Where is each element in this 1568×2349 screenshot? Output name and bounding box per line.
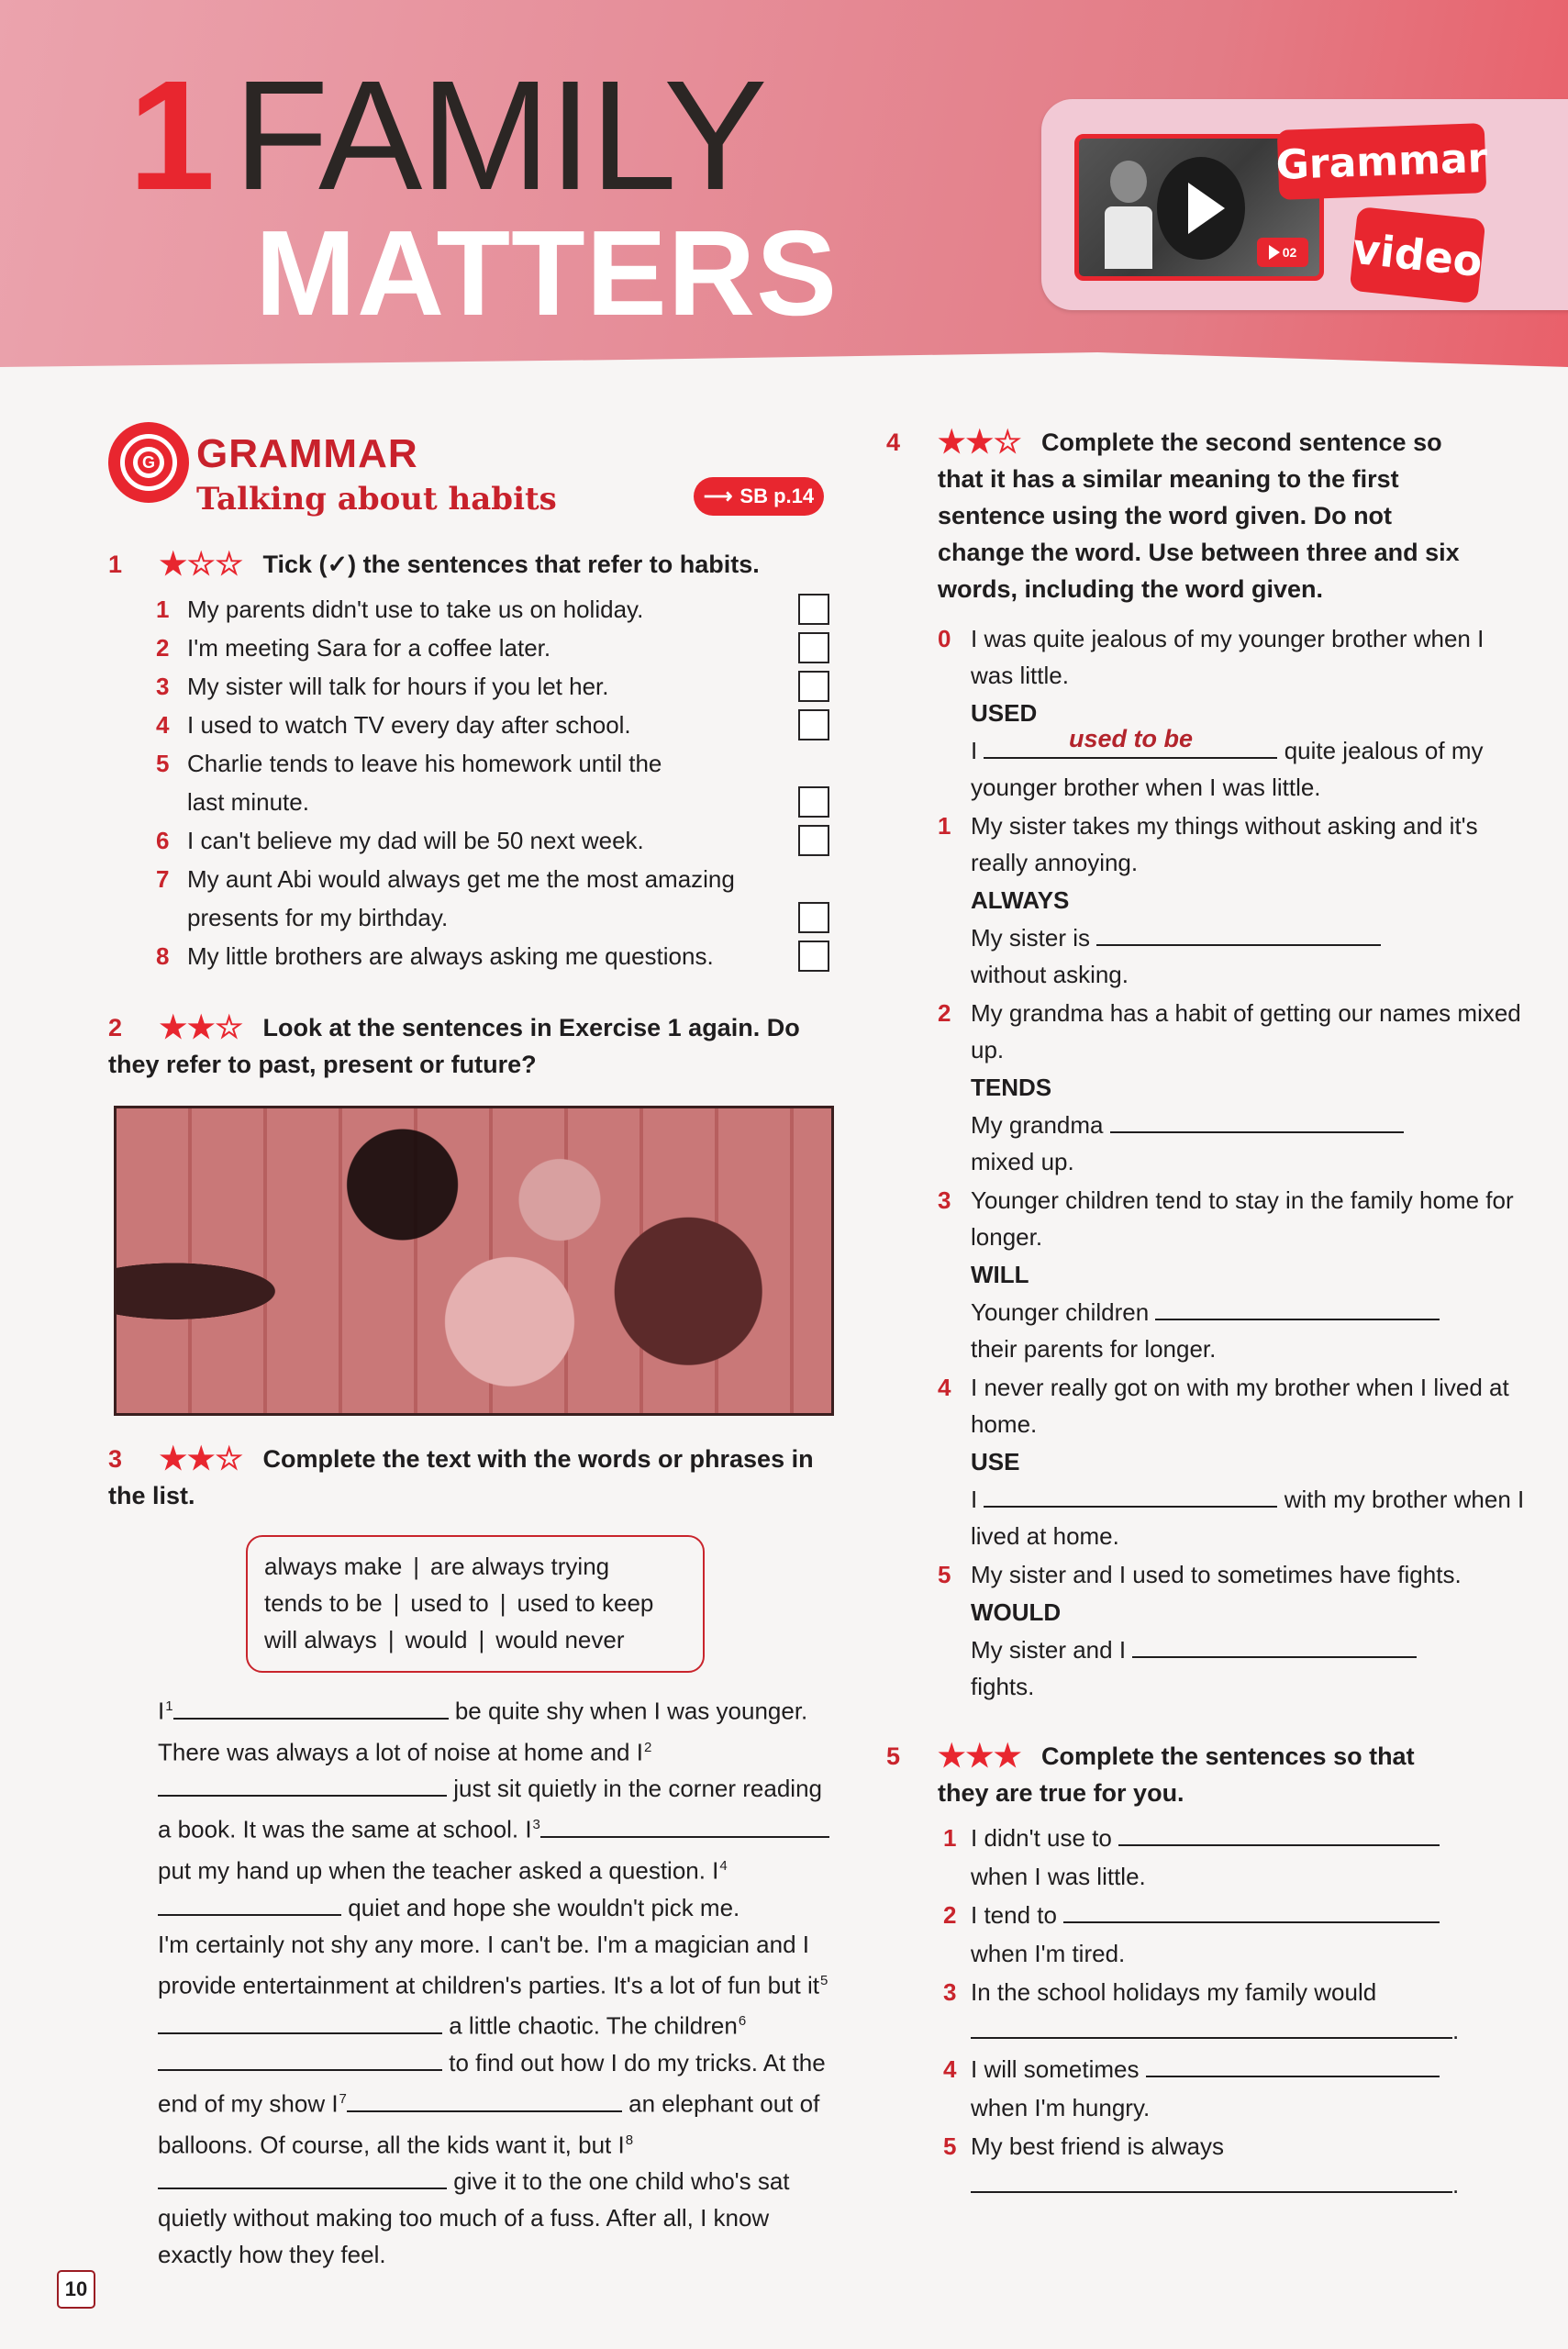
section-title: GRAMMAR	[196, 431, 418, 476]
answer-blank-8[interactable]	[158, 2164, 447, 2189]
keyword: WILL	[971, 1261, 1029, 1288]
unit-number: 1	[128, 49, 216, 223]
answer-blank-3[interactable]	[540, 1812, 829, 1838]
star-filled-icon: ★	[993, 1739, 1022, 1774]
transformation-item: 3 Younger children tend to stay in the family home for longer. WILL Younger children their parents for longer.	[886, 1182, 1529, 1367]
tick-checkbox[interactable]	[798, 941, 829, 972]
answer-blank[interactable]	[1110, 1108, 1404, 1133]
answer-blank[interactable]	[984, 725, 1277, 759]
video-number-badge: 02	[1257, 238, 1308, 267]
unit-title-line1: FAMILY	[233, 49, 766, 223]
list-item: 2 I'm meeting Sara for a coffee later.	[108, 629, 842, 667]
star-empty-icon: ☆	[993, 425, 1022, 460]
keyword: ALWAYS	[971, 886, 1070, 914]
tick-checkbox[interactable]	[798, 902, 829, 933]
exercise-5-header: 5 ★ ★ ★ Complete the sentences so that they are true for you.	[886, 1739, 1415, 1807]
exercise-instruction: Look at the sentences in Exercise 1 again. Do they refer to past, present or future?	[108, 1014, 800, 1078]
grammar-video-card[interactable]	[1041, 99, 1568, 310]
tick-checkbox[interactable]	[798, 709, 829, 740]
answer-blank[interactable]	[971, 2167, 1452, 2193]
list-item: 1 My parents didn't use to take us on holiday.	[108, 590, 842, 629]
list-item: 8 My little brothers are always asking me questions.	[108, 937, 842, 975]
list-item: 7 My aunt Abi would always get me the most amazing presents for my birthday.	[108, 860, 842, 937]
arrow-right-icon: ⟶	[703, 484, 733, 507]
answer-blank[interactable]	[1146, 2052, 1440, 2077]
right-column	[886, 424, 1529, 2204]
exercise-1	[108, 546, 842, 975]
star-empty-icon: ☆	[215, 1442, 243, 1476]
exercise-number: 1	[108, 551, 123, 578]
difficulty-stars	[938, 1741, 1021, 1772]
star-filled-icon: ★	[965, 1739, 994, 1774]
answer-blank[interactable]	[1096, 920, 1381, 946]
unit-title	[128, 49, 839, 340]
keyword: TENDS	[971, 1074, 1052, 1101]
exercise-instruction: Complete the second sentence so that it has a similar meaning to the first sentence using the word given. Do not change the word. Use between three and six words, including the word given.	[938, 429, 1460, 603]
video-label-grammar: Grammar	[1277, 123, 1487, 200]
answer-blank[interactable]	[1132, 1632, 1417, 1658]
exercise-4-header: 4 ★ ★ ☆ Complete the second sentence so that it has a similar meaning to the first sentence using the word given. Do not change the word. Use between three and six words, including the word given.	[886, 425, 1460, 603]
exercise-instruction: Tick (✓) the sentences that refer to habits.	[262, 551, 760, 578]
star-filled-icon: ★	[187, 1010, 216, 1045]
difficulty-stars	[160, 1012, 243, 1043]
exercise-instruction: Complete the text with the words or phrases in the list.	[108, 1445, 814, 1509]
transformation-item: 1 My sister takes my things without asking and it's really annoying. ALWAYS My sister is without asking.	[886, 807, 1529, 993]
exercise-instruction: Complete the sentences so that they are true for you.	[938, 1742, 1415, 1807]
answer-blank-6[interactable]	[158, 2045, 442, 2071]
list-item: 5 Charlie tends to leave his homework until the last minute.	[108, 744, 842, 821]
cartoon-person-icon	[1105, 161, 1152, 271]
keyword: WOULD	[971, 1598, 1062, 1626]
example-answer: used to be	[1068, 725, 1193, 752]
star-empty-icon: ☆	[215, 1010, 243, 1045]
transformation-item: 2 My grandma has a habit of getting our names mixed up. TENDS My grandma mixed up.	[886, 995, 1529, 1180]
answer-blank-2[interactable]	[158, 1771, 447, 1797]
student-book-reference-link[interactable]: ⟶ SB p.14	[694, 477, 824, 516]
tick-checkbox[interactable]	[798, 671, 829, 702]
unit-title-line2: MATTERS	[255, 206, 839, 340]
answer-blank-7[interactable]	[347, 2087, 622, 2112]
answer-blank[interactable]	[971, 2013, 1452, 2039]
keyword: USE	[971, 1448, 1020, 1475]
answer-blank-1[interactable]	[173, 1694, 449, 1720]
difficulty-stars	[160, 549, 243, 580]
tick-checkbox[interactable]	[798, 594, 829, 625]
party-children-photo	[114, 1106, 834, 1416]
star-filled-icon: ★	[159, 1010, 187, 1045]
list-item: 4 I used to watch TV every day after school.	[108, 706, 842, 744]
star-empty-icon: ☆	[215, 547, 243, 582]
transformation-item: 5 My sister and I used to sometimes have fights. WOULD My sister and I fights.	[886, 1556, 1529, 1705]
answer-blank[interactable]	[984, 1482, 1277, 1508]
grammar-target-icon: G	[108, 422, 189, 503]
small-play-icon	[1269, 245, 1280, 260]
section-subtitle: Talking about habits	[196, 481, 557, 518]
personal-item: 3 In the school holidays my family would .	[943, 1978, 1460, 2044]
personal-item: 4 I will sometimes when I'm hungry.	[886, 2050, 1529, 2127]
gap-fill-passage: $I^1$ be quite shy when I was younger. There was always a lot of noise at home and $I^2$ just sit quietly in the corner reading a book. It was the same at school. $I^3$ put my hand up when the teacher asked a question. $I^4$ quiet and hope she wouldn't pick me. I'm certainly not shy any more. I can't be. I'm a magician and I provide entertainment at children's parties. It's a lot of fun but $it^5$ a little chaotic. The children$^6$ to find out how I do my tricks. At the end of my show $I^7$ an elephant out of balloons. Of course, all the kids want it, but $I^8$ give it to the one child who's sat quietly without making too much of a fuss. After all, I know exactly how they feel.	[158, 1688, 837, 2273]
keyword: USED	[971, 699, 1038, 727]
difficulty-stars	[938, 427, 1021, 458]
star-empty-icon: ☆	[187, 547, 216, 582]
personal-item: 1 I didn't use to when I was little.	[886, 1819, 1529, 1896]
transformation-item: 0 I was quite jealous of my younger brother when I was little. USED I used to be quite jealous of my younger brother when I was little.	[886, 620, 1529, 806]
tick-checkbox[interactable]	[798, 825, 829, 856]
personal-item: 5 My best friend is always .	[943, 2132, 1460, 2199]
personal-item: 2 I tend to when I'm tired.	[886, 1896, 1529, 1973]
answer-blank[interactable]	[1118, 1820, 1440, 1846]
tick-checkbox[interactable]	[798, 632, 829, 663]
exercise-3: 3 ★ ★ ☆ Complete the text with the words or phrases in the list.	[108, 1442, 814, 1509]
exercise-2: 2 ★ ★ ☆ Look at the sentences in Exercise 1 again. Do they refer to past, present or future?	[108, 1010, 800, 1078]
word-list-box: always make | are always trying tends to be | used to | used to keep will always | would | would never	[246, 1535, 705, 1673]
play-icon[interactable]	[1157, 157, 1245, 260]
transformation-item: 4 I never really got on with my brother when I lived at home. USE I with my brother when I lived at home.	[886, 1369, 1529, 1554]
star-filled-icon: ★	[965, 425, 994, 460]
star-filled-icon: ★	[159, 547, 187, 582]
star-filled-icon: ★	[159, 1442, 187, 1476]
answer-blank-5[interactable]	[158, 2009, 442, 2034]
star-filled-icon: ★	[187, 1442, 216, 1476]
video-label-video: video	[1350, 206, 1486, 304]
tick-checkbox[interactable]	[798, 786, 829, 818]
list-item: 3 My sister will talk for hours if you let her.	[108, 667, 842, 706]
list-item: 6 I can't believe my dad will be 50 next week.	[108, 821, 842, 860]
answer-blank-4[interactable]	[158, 1890, 341, 1916]
difficulty-stars	[160, 1443, 243, 1475]
star-filled-icon: ★	[938, 1739, 966, 1774]
answer-blank[interactable]	[1063, 1898, 1440, 1923]
answer-blank[interactable]	[1155, 1295, 1440, 1320]
star-filled-icon: ★	[938, 425, 966, 460]
page-number: 10	[57, 2270, 95, 2309]
